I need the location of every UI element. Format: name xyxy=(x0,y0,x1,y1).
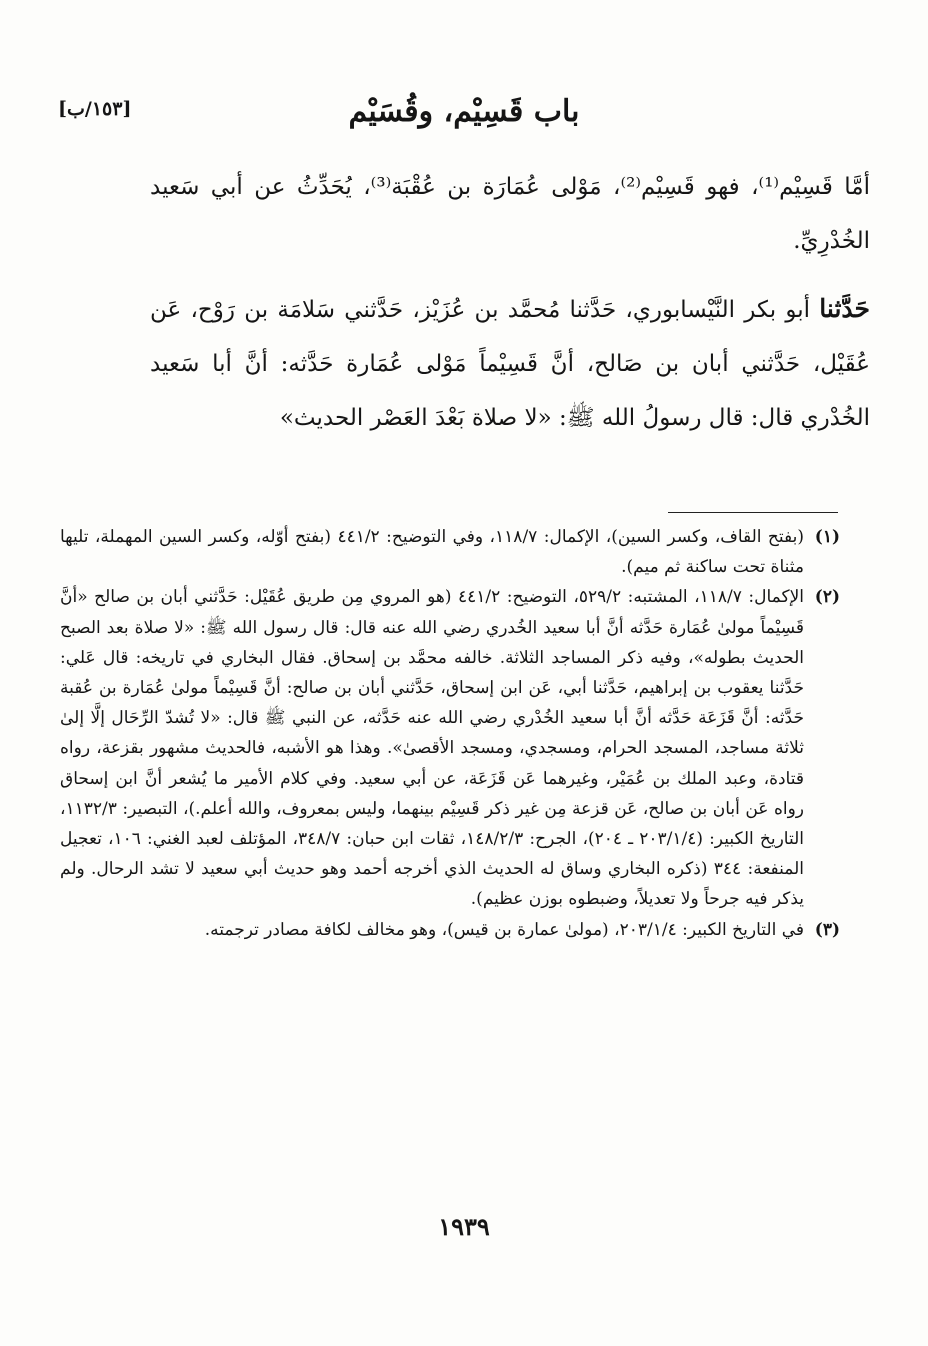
footnote-text: في التاريخ الكبير: ٢٠٣/١/٤، (مولىٰ عمارة بن قيس)، وهو مخالف لكافة مصادر ترجمته. xyxy=(204,919,804,940)
footnote-number: (١) xyxy=(814,527,840,547)
footnote-number: (٣) xyxy=(814,919,840,940)
footnote-2 xyxy=(60,582,840,914)
hadith-text: أبو بكر النَّيْسابوري، حَدَّثنا مُحمَّد بن عُزَيْز، حَدَّثني سَلامَة بن رَوْح، عَن عُقَيْل، حَدَّثني أبان بن صَالح، أنَّ قَسِيْماً مَوْلى عُمَارة حَدَّثه: أنَّ أبا سَعيد الخُدْري قال: قال رسولُ الله ﷺ: «لا صلاة بَعْدَ العَصْر الحديث» xyxy=(150,297,870,431)
page-number: ١٩٣٩ xyxy=(438,1212,490,1241)
intro-paragraph xyxy=(150,160,870,268)
folio-reference: [١٥٣/ب] xyxy=(58,98,132,120)
intro-text: أمَّا قَسِيْم⁽¹⁾، فهو قَسِيْم⁽²⁾، مَوْلى عُمَارَة بن عُقْبَة⁽³⁾، يُحَدِّثُ عن أبي سَعيد الخُدْرِيِّ. xyxy=(150,174,870,254)
footnote-text: الإكمال: ١١٨/٧، المشتبه: ٥٢٩/٢، التوضيح: ٤٤١/٢ (هو المروي مِن طريق عُقَيْل: حَدَّثني أبان بن صالح «أنَّ قَسِيْماً مولىٰ عُمَارة حَدَّثه أنَّ أبا سعيد الخُدري رضي الله عنه قال: قال رسول الله ﷺ: «لا صلاة بعد الصبح الحديث بطوله»، وفيه ذكر المساجد الثلاثة. خالفه محمَّد بن إسحاق. فقال البخاري في تاريخه: قال عَلي: حَدَّثنا يعقوب بن إبراهيم، حَدَّثنا أبي، عَن ابن إسحاق، حَدَّثني أبان بن صالح: أنَّ قَسِيْماً مولىٰ عُمَارة بن عُقبة حَدَّثه: أنَّ قَزَعَة حَدَّثه أنَّ أبا سعيد الخُدْري رضي الله عنه حَدَّثه، عن النبي ﷺ قال: «لا تُشدّ الرِّحَال إلَّا إلىٰ ثلاثة مساجد، المسجد الحرام، ومسجدي، ومسجد الأقصىٰ». وهذا هو الأشبه، فالحديث مشهور بقزعة، رواه قتادة، وعبد الملك بن عُمَيْر، وغيرهما عَن قَزَعَة، عن أبي سعيد. وفي كلام الأمير ما يُشعر أنَّ ابن إسحاق رواه عَن أبان بن صالح، عَن قزعة مِن غير ذكر قَسِيْم بينهما، وليس بمعروف، والله أعلم.)، التبصير: ١١٣٢/٣، التاريخ الكبير: (٢٠٣/١/٤ ـ ٢٠٤)، الجرح: ١٤٨/٢/٣، ثقات ابن حبان: ٣٤٨/٧، المؤتلف لعبد الغني: ١٠٦، تعجيل المنفعة: ٣٤٤ (ذكره البخاري وساق له الحديث الذي أخرجه أحمد وهو حديث أبي سعيد لا تشد الرحال. ولم يذكر فيه جرحاً ولا تعديلاً، وضبطوه بوزن عظيم). xyxy=(60,587,804,910)
hadith-paragraph xyxy=(150,282,870,445)
chapter-title: باب قَسِيْم، وقُسَيْم xyxy=(348,94,580,129)
footnote-number: (٢) xyxy=(814,587,840,608)
footnote-3 xyxy=(60,915,840,945)
footnote-1 xyxy=(60,522,840,582)
footnotes-section xyxy=(60,522,840,945)
footnote-text: (بفتح القاف، وكسر السين)، الإكمال: ١١٨/٧، وفي التوضيح: ٤٤١/٢ (بفتح أوّله، وكسر السين المهملة، تليها مثناة تحت ساكنة ثم ميم). xyxy=(60,527,804,578)
hadith-lead-word: حَدَّثنا xyxy=(819,294,870,323)
footnote-divider xyxy=(668,512,838,513)
